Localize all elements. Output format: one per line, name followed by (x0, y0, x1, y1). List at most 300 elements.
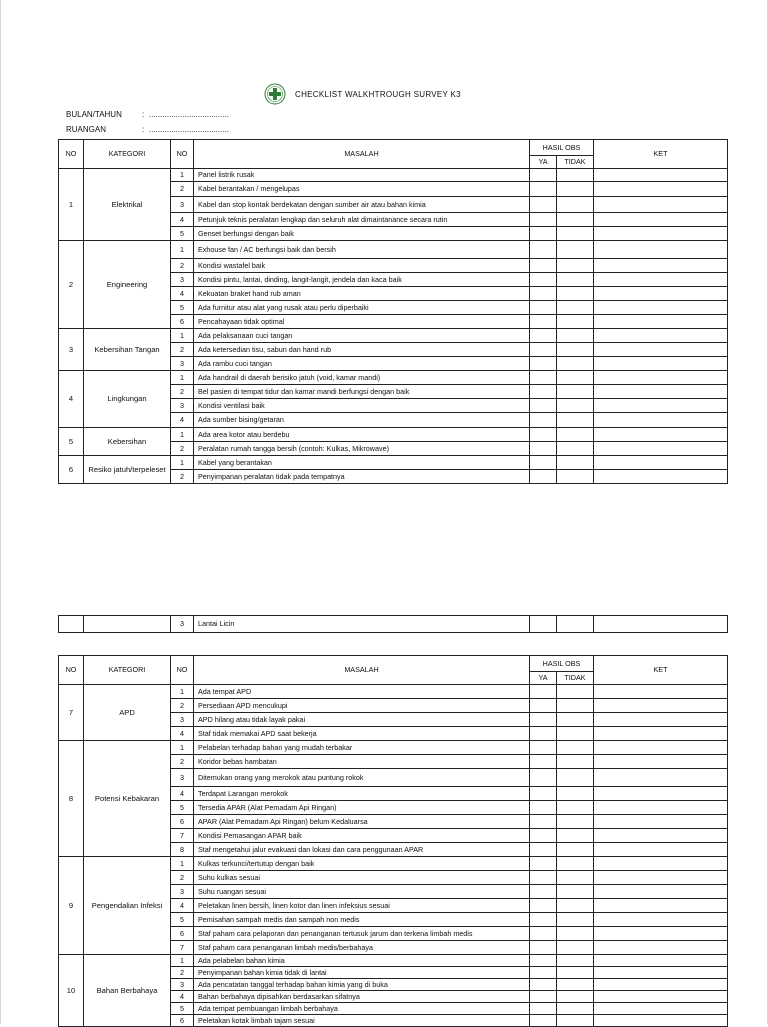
ket-cell[interactable] (594, 843, 728, 857)
item-text: Pelabelan terhadap bahan yang mudah terbakar (194, 741, 530, 755)
no-header: NO (59, 656, 84, 685)
ya-cell[interactable] (530, 699, 557, 713)
no-header: NO (59, 140, 84, 169)
item-text: Ada rambu cuci tangan (194, 357, 530, 371)
hasil-obs-header: HASIL OBS (530, 140, 594, 156)
ya-cell[interactable] (530, 713, 557, 727)
item-text: Koridor bebas hambatan (194, 755, 530, 769)
ket-header: KET (594, 140, 728, 169)
ket-cell[interactable] (594, 182, 728, 197)
tidak-cell[interactable] (557, 182, 594, 197)
item-text: Peletakan kotak limbah tajam sesuai (194, 1015, 530, 1027)
item-number: 3 (171, 769, 194, 787)
tidak-cell[interactable] (557, 357, 594, 371)
category-number: 10 (59, 955, 84, 1027)
item-text: Kabel dan stop kontak berdekatan dengan sumber air atau bahan kimia (194, 197, 530, 213)
item-number: 1 (171, 741, 194, 755)
ya-cell[interactable] (530, 1003, 557, 1015)
table-row (59, 428, 728, 442)
tidak-cell[interactable] (557, 829, 594, 843)
ya-cell[interactable] (530, 787, 557, 801)
item-text: Ada area kotor atau berdebu (194, 428, 530, 442)
ya-cell[interactable] (530, 329, 557, 343)
ya-cell[interactable] (530, 182, 557, 197)
item-text: Ada handrail di daerah berisiko jatuh (void, kamar mandi) (194, 371, 530, 385)
item-text: APAR (Alat Pemadam Api Ringan) belum Kedaluarsa (194, 815, 530, 829)
table-row (59, 169, 728, 182)
ya-cell[interactable] (530, 197, 557, 213)
category-number: 5 (59, 428, 84, 456)
table-row (59, 857, 728, 871)
item-text: Kondisi pintu, lantai, dinding, langit-langit, jendela dan kaca baik (194, 273, 530, 287)
checklist-table-1 (58, 139, 728, 484)
tidak-cell[interactable] (557, 428, 594, 442)
tidak-cell[interactable] (557, 699, 594, 713)
category-name: Lingkungan (84, 371, 171, 428)
item-text: Staf mengetahui jalur evakuasi dan lokasi dan cara penggunaan APAR (194, 843, 530, 857)
ya-cell[interactable] (530, 829, 557, 843)
category-name: Kebersihan Tangan (84, 329, 171, 371)
ya-cell[interactable] (530, 871, 557, 885)
ket-cell[interactable] (594, 413, 728, 428)
item-number: 1 (171, 169, 194, 182)
ya-cell[interactable] (530, 913, 557, 927)
masalah-header: MASALAH (194, 140, 530, 169)
kategori-header: KATEGORI (84, 656, 171, 685)
item-text: Ada pelabelan bahan kimia (194, 955, 530, 967)
tidak-cell[interactable] (557, 371, 594, 385)
item-text: Kekuatan braket hand rub aman (194, 287, 530, 301)
item-number: 4 (171, 287, 194, 301)
tidak-cell[interactable] (557, 413, 594, 428)
ket-cell[interactable] (594, 727, 728, 741)
ya-cell[interactable] (530, 371, 557, 385)
ket-cell[interactable] (594, 713, 728, 727)
tidak-cell[interactable] (557, 787, 594, 801)
ya-header: YA (530, 156, 557, 169)
meta-row-bulan-tahun: BULAN/TAHUN : .................................... (66, 110, 230, 119)
item-text: Persediaan APD mencukupi (194, 699, 530, 713)
ya-cell[interactable] (530, 241, 557, 259)
tidak-cell[interactable] (557, 727, 594, 741)
item-number: 6 (171, 927, 194, 941)
ya-cell[interactable] (530, 991, 557, 1003)
item-text: Bahan berbahaya dipisahkan berdasarkan sifatnya (194, 991, 530, 1003)
ya-cell[interactable] (530, 287, 557, 301)
item-number: 1 (171, 685, 194, 699)
ket-cell[interactable] (594, 787, 728, 801)
item-text: Tersedia APAR (Alat Pemadam Api Ringan) (194, 801, 530, 815)
item-text: Ada furnitur atau alat yang rusak atau perlu diperbaiki (194, 301, 530, 315)
item-number: 2 (171, 343, 194, 357)
item-number: 6 (171, 815, 194, 829)
item-number: 2 (171, 385, 194, 399)
ket-cell[interactable] (594, 801, 728, 815)
item-number: 1 (171, 428, 194, 442)
item-text: Exhouse fan / AC berfungsi baik dan bersih (194, 241, 530, 259)
page-left-edge (0, 0, 1, 1024)
item-text: Bel pasien di tempat tidur dan kamar mandi berfungsi dengan baik (194, 385, 530, 399)
category-number: 6 (59, 456, 84, 484)
item-number: 5 (171, 913, 194, 927)
ket-cell[interactable] (594, 829, 728, 843)
tidak-cell[interactable] (557, 857, 594, 871)
ket-cell[interactable] (594, 1003, 728, 1015)
category-name: Pengendalian Infeksi (84, 857, 171, 955)
checklist-table-2 (58, 655, 728, 1027)
item-number: 3 (171, 197, 194, 213)
document-title: CHECKLIST WALKHTROUGH SURVEY K3 (295, 89, 461, 99)
ya-cell[interactable] (530, 843, 557, 857)
tidak-cell[interactable] (557, 227, 594, 241)
ya-cell[interactable] (530, 259, 557, 273)
ya-cell[interactable] (530, 755, 557, 769)
tidak-cell[interactable] (557, 801, 594, 815)
category-number: 3 (59, 329, 84, 371)
ket-cell[interactable] (594, 885, 728, 899)
item-text: Petunjuk teknis peralatan lengkap dan seluruh alat dimaintanance secara rutin (194, 213, 530, 227)
tidak-cell[interactable] (557, 470, 594, 484)
tidak-cell[interactable] (557, 741, 594, 755)
ya-cell[interactable] (530, 343, 557, 357)
item-number: 7 (171, 829, 194, 843)
tidak-cell[interactable] (557, 442, 594, 456)
tidak-cell[interactable] (557, 287, 594, 301)
ya-cell[interactable] (530, 399, 557, 413)
item-number: 7 (171, 941, 194, 955)
tidak-cell[interactable] (557, 755, 594, 769)
ket-cell[interactable] (594, 899, 728, 913)
tidak-cell[interactable] (557, 456, 594, 470)
ket-cell[interactable] (594, 213, 728, 227)
ket-cell[interactable] (594, 927, 728, 941)
ya-cell[interactable] (530, 315, 557, 329)
ya-cell[interactable] (530, 385, 557, 399)
item-text: Pemisahan sampah medis dan sampah non medis (194, 913, 530, 927)
ket-cell[interactable] (594, 815, 728, 829)
ya-cell[interactable] (530, 456, 557, 470)
item-number: 3 (171, 616, 194, 633)
ket-cell[interactable] (594, 329, 728, 343)
ket-cell[interactable] (594, 941, 728, 955)
ya-cell[interactable] (530, 927, 557, 941)
table-row (59, 329, 728, 343)
ket-cell[interactable] (594, 301, 728, 315)
tidak-cell[interactable] (557, 385, 594, 399)
item-number: 3 (171, 885, 194, 899)
ket-cell[interactable] (594, 857, 728, 871)
table-row (59, 241, 728, 259)
tidak-cell[interactable] (557, 885, 594, 899)
tidak-cell[interactable] (557, 169, 594, 182)
ket-cell[interactable] (594, 699, 728, 713)
meta-value: .................................... (149, 125, 230, 134)
tidak-cell[interactable] (557, 343, 594, 357)
tidak-cell[interactable] (557, 616, 594, 633)
ket-cell[interactable] (594, 685, 728, 699)
item-number: 4 (171, 727, 194, 741)
table-row (59, 371, 728, 385)
item-number: 4 (171, 991, 194, 1003)
item-number: 2 (171, 699, 194, 713)
hospital-cross-logo-icon (264, 83, 286, 105)
item-text: Ada ketersedian tisu, sabun dan hand rub (194, 343, 530, 357)
ya-cell[interactable] (530, 1015, 557, 1027)
tidak-cell[interactable] (557, 967, 594, 979)
masalah-header: MASALAH (194, 656, 530, 685)
ket-cell[interactable] (594, 371, 728, 385)
item-text: Suhu kulkas sesuai (194, 871, 530, 885)
tidak-cell[interactable] (557, 843, 594, 857)
item-number: 2 (171, 182, 194, 197)
ket-cell[interactable] (594, 1015, 728, 1027)
tidak-cell[interactable] (557, 301, 594, 315)
ya-cell[interactable] (530, 685, 557, 699)
ket-cell[interactable] (594, 169, 728, 182)
category-name: Bahan Berbahaya (84, 955, 171, 1027)
item-text: APD hilang atau tidak layak pakai (194, 713, 530, 727)
item-text: Genset berfungsi dengan baik (194, 227, 530, 241)
item-text: Staf paham cara pelaporan dan penanganan tertusuk jarum dan terkena limbah medis (194, 927, 530, 941)
item-number: 1 (171, 371, 194, 385)
tidak-cell[interactable] (557, 991, 594, 1003)
ket-cell[interactable] (594, 197, 728, 213)
table-row (59, 741, 728, 755)
item-text: Kulkas terkunci/tertutup dengan baik (194, 857, 530, 871)
ya-cell[interactable] (530, 442, 557, 456)
ya-cell[interactable] (530, 801, 557, 815)
tidak-cell[interactable] (557, 815, 594, 829)
ket-cell[interactable] (594, 442, 728, 456)
tidak-header: TIDAK (557, 156, 594, 169)
table-row (59, 685, 728, 699)
item-number: 6 (171, 1015, 194, 1027)
ket-cell[interactable] (594, 979, 728, 991)
tidak-cell[interactable] (557, 955, 594, 967)
ya-cell[interactable] (530, 941, 557, 955)
ket-cell[interactable] (594, 259, 728, 273)
table-header-row (59, 140, 728, 156)
item-text: Kondisi wastafel baik (194, 259, 530, 273)
ya-cell[interactable] (530, 727, 557, 741)
ket-cell[interactable] (594, 470, 728, 484)
item-number: 5 (171, 227, 194, 241)
ya-cell[interactable] (530, 769, 557, 787)
meta-label: RUANGAN (66, 125, 107, 134)
ya-cell[interactable] (530, 413, 557, 428)
item-text: Ada pelaksanaan cuci tangan (194, 329, 530, 343)
item-text: Ada pencatatan tanggal terhadap bahan kimia yang di buka (194, 979, 530, 991)
item-text: Pencahayaan tidak optimal (194, 315, 530, 329)
ya-cell[interactable] (530, 169, 557, 182)
continuation-row (59, 616, 728, 633)
ya-cell[interactable] (530, 899, 557, 913)
ket-cell[interactable] (594, 991, 728, 1003)
item-number: 2 (171, 755, 194, 769)
item-number: 1 (171, 456, 194, 470)
ya-header: YA (530, 672, 557, 685)
item-number: 2 (171, 442, 194, 456)
ket-cell[interactable] (594, 227, 728, 241)
tidak-cell[interactable] (557, 1003, 594, 1015)
ya-cell[interactable] (530, 301, 557, 315)
item-number: 2 (171, 871, 194, 885)
ya-cell[interactable] (530, 616, 557, 633)
ket-cell[interactable] (594, 428, 728, 442)
hasil-obs-header: HASIL OBS (530, 656, 594, 672)
ket-cell[interactable] (594, 343, 728, 357)
item-text: Kabel berantakan / mengelupas (194, 182, 530, 197)
tidak-cell[interactable] (557, 399, 594, 413)
item-number: 2 (171, 967, 194, 979)
item-number: 4 (171, 213, 194, 227)
category-number: 4 (59, 371, 84, 428)
tidak-cell[interactable] (557, 713, 594, 727)
item-number: 3 (171, 979, 194, 991)
tidak-cell[interactable] (557, 979, 594, 991)
ket-cell[interactable] (594, 241, 728, 259)
ket-cell[interactable] (594, 769, 728, 787)
category-name: APD (84, 685, 171, 741)
item-text: Staf paham cara penanganan limbah medis/berbahaya (194, 941, 530, 955)
tidak-cell[interactable] (557, 941, 594, 955)
item-number: 3 (171, 357, 194, 371)
tidak-cell[interactable] (557, 927, 594, 941)
ket-cell[interactable] (594, 955, 728, 967)
tidak-cell[interactable] (557, 1015, 594, 1027)
item-number: 2 (171, 259, 194, 273)
category-number: 8 (59, 741, 84, 857)
item-text: Penyimpanan bahan kimia tidak di lantai (194, 967, 530, 979)
ket-header: KET (594, 656, 728, 685)
item-text: Staf tidak memakai APD saat bekerja (194, 727, 530, 741)
ket-cell[interactable] (594, 741, 728, 755)
item-text: Terdapat Larangan merokok (194, 787, 530, 801)
item-text: Ada tempat APD (194, 685, 530, 699)
ya-cell[interactable] (530, 857, 557, 871)
ket-cell[interactable] (594, 315, 728, 329)
tidak-cell[interactable] (557, 213, 594, 227)
item-number: 4 (171, 899, 194, 913)
ket-cell[interactable] (594, 913, 728, 927)
tidak-cell[interactable] (557, 329, 594, 343)
item-number: 2 (171, 470, 194, 484)
ket-cell[interactable] (594, 287, 728, 301)
ket-cell[interactable] (594, 967, 728, 979)
item-number: 3 (171, 273, 194, 287)
meta-value: .................................... (149, 110, 230, 119)
ya-cell[interactable] (530, 273, 557, 287)
item-number: 1 (171, 241, 194, 259)
item-no-header: NO (171, 140, 194, 169)
item-number: 5 (171, 801, 194, 815)
item-number: 1 (171, 955, 194, 967)
tidak-cell[interactable] (557, 315, 594, 329)
tidak-cell[interactable] (557, 871, 594, 885)
ket-cell[interactable] (594, 273, 728, 287)
continuation-table (58, 615, 728, 633)
category-name: Engineering (84, 241, 171, 329)
item-text: Ada sumber bising/getaran (194, 413, 530, 428)
table-row (59, 456, 728, 470)
item-text: Kondisi Pemasangan APAR baik (194, 829, 530, 843)
item-text: Peletakan linen bersih, linen kotor dan linen infeksius sesuai (194, 899, 530, 913)
ya-cell[interactable] (530, 213, 557, 227)
ya-cell[interactable] (530, 815, 557, 829)
category-name: Kebersihan (84, 428, 171, 456)
category-number: 2 (59, 241, 84, 329)
tidak-cell[interactable] (557, 259, 594, 273)
ya-cell[interactable] (530, 967, 557, 979)
ya-cell[interactable] (530, 470, 557, 484)
item-number: 5 (171, 301, 194, 315)
ya-cell[interactable] (530, 885, 557, 899)
item-text: Kondisi ventilasi baik (194, 399, 530, 413)
item-text: Ada tempat pembuangan limbah berbahaya (194, 1003, 530, 1015)
ket-cell[interactable] (594, 399, 728, 413)
ket-cell[interactable] (594, 357, 728, 371)
tidak-cell[interactable] (557, 685, 594, 699)
meta-row-ruangan: RUANGAN : .................................... (66, 125, 230, 134)
item-number: 3 (171, 399, 194, 413)
ya-cell[interactable] (530, 227, 557, 241)
item-number: 5 (171, 1003, 194, 1015)
item-number: 8 (171, 843, 194, 857)
document-header (264, 82, 461, 106)
table-row (59, 955, 728, 967)
tidak-cell[interactable] (557, 273, 594, 287)
item-text: Suhu ruangan sesuai (194, 885, 530, 899)
item-text: Lantai Licin (194, 616, 530, 633)
ya-cell[interactable] (530, 428, 557, 442)
tidak-cell[interactable] (557, 197, 594, 213)
item-number: 6 (171, 315, 194, 329)
ket-cell[interactable] (594, 385, 728, 399)
meta-label: BULAN/TAHUN (66, 110, 122, 119)
ket-cell[interactable] (594, 871, 728, 885)
item-number: 4 (171, 413, 194, 428)
category-number: 1 (59, 169, 84, 241)
ya-cell[interactable] (530, 357, 557, 371)
item-text: Penyimpanan peralatan tidak pada tempatnya (194, 470, 530, 484)
category-number: 7 (59, 685, 84, 741)
tidak-cell[interactable] (557, 899, 594, 913)
category-name: Resiko jatuh/terpeleset (84, 456, 171, 484)
item-number: 3 (171, 713, 194, 727)
category-name: Potensi Kebakaran (84, 741, 171, 857)
item-number: 4 (171, 787, 194, 801)
ket-cell[interactable] (594, 755, 728, 769)
tidak-cell[interactable] (557, 769, 594, 787)
ket-cell[interactable] (594, 616, 728, 633)
item-number: 1 (171, 329, 194, 343)
item-text: Peralatan rumah tangga bersih (contoh: Kulkas, Mikrowave) (194, 442, 530, 456)
ya-cell[interactable] (530, 955, 557, 967)
item-number: 1 (171, 857, 194, 871)
item-text: Panel listrik rusak (194, 169, 530, 182)
ya-cell[interactable] (530, 979, 557, 991)
tidak-cell[interactable] (557, 913, 594, 927)
table-header-row (59, 656, 728, 672)
category-name: Elektrikal (84, 169, 171, 241)
tidak-cell[interactable] (557, 241, 594, 259)
kategori-header: KATEGORI (84, 140, 171, 169)
ket-cell[interactable] (594, 456, 728, 470)
item-text: Ditemukan orang yang merokok atau puntung rokok (194, 769, 530, 787)
item-text: Kabel yang berantakan (194, 456, 530, 470)
ya-cell[interactable] (530, 741, 557, 755)
category-number: 9 (59, 857, 84, 955)
